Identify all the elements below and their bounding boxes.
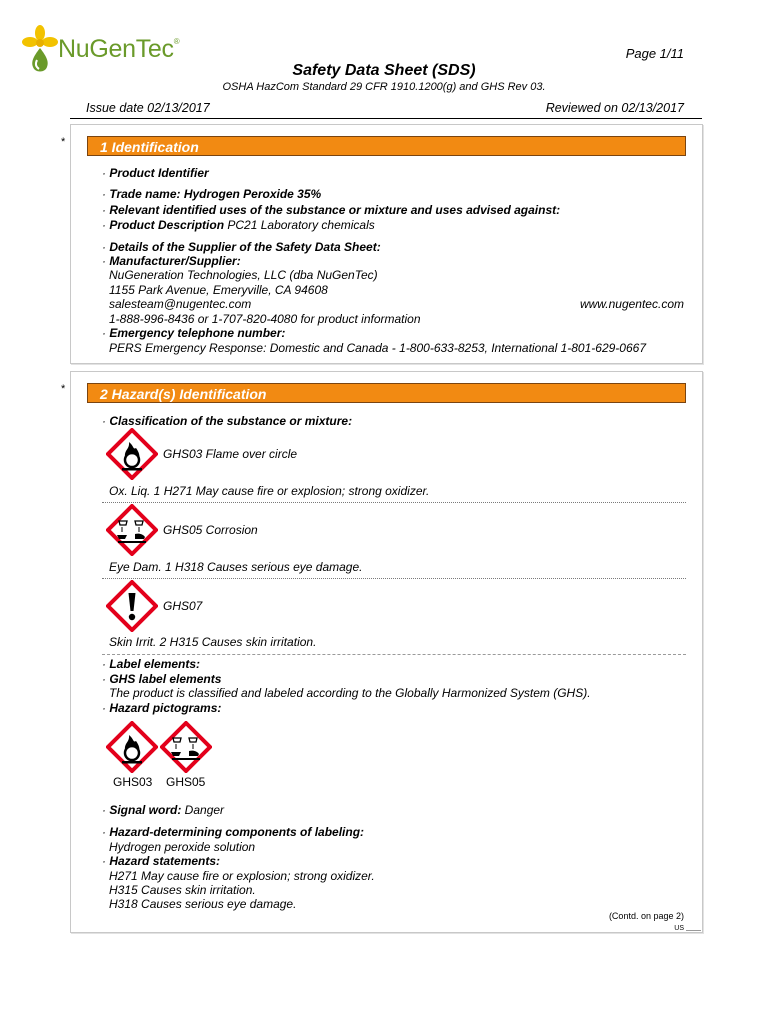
hazard-statement-line: H315 Causes skin irritation.: [109, 883, 256, 897]
hazard-statement: Skin Irrit. 2 H315 Causes skin irritation.: [109, 635, 317, 649]
corrosion-icon: [106, 504, 158, 556]
manufacturer-label: · Manufacturer/Supplier:: [102, 254, 241, 268]
section-heading: 1 Identification: [87, 136, 686, 156]
hazard-caption: GHS05 Corrosion: [163, 523, 258, 537]
flame-over-circle-icon: [106, 428, 158, 480]
document-subtitle: OSHA HazCom Standard 29 CFR 1910.1200(g) and GHS Rev 03.: [222, 81, 546, 93]
hazard-statements-label: · Hazard statements:: [102, 854, 221, 868]
signal-word: · Signal word: Danger: [102, 803, 225, 817]
emergency-label: · Emergency telephone number:: [102, 326, 286, 340]
header-rule: [70, 118, 702, 119]
hazard-statement-line: H271 May cause fire or explosion; strong oxidizer.: [109, 869, 375, 883]
hazard-statement: Ox. Liq. 1 H271 May cause fire or explosion; strong oxidizer.: [109, 484, 430, 498]
exclamation-mark-icon: [106, 580, 158, 632]
company-address: 1155 Park Avenue, Emeryville, CA 94608: [109, 283, 328, 297]
section-heading: 2 Hazard(s) Identification: [87, 383, 686, 403]
trade-name: · Trade name: Hydrogen Peroxide 35%: [102, 187, 322, 201]
emergency-value: PERS Emergency Response: Domestic and Canada - 1-800-633-8253, International 1-801-629-0667: [109, 341, 646, 355]
region-rule: [686, 930, 701, 931]
flame-over-circle-icon: [106, 721, 158, 773]
brand-name: NuGenTec: [58, 35, 174, 63]
revision-marker: *: [61, 383, 66, 395]
label-elements: · Label elements:: [102, 657, 201, 671]
reviewed-date: Reviewed on 02/13/2017: [545, 101, 684, 115]
hazard-statement: Eye Dam. 1 H318 Causes serious eye damage.: [109, 560, 363, 574]
classification-label: · Classification of the substance or mixture:: [102, 414, 353, 428]
pictogram-code: GHS05: [166, 775, 206, 789]
hazard-pictograms-label: · Hazard pictograms:: [102, 701, 222, 715]
divider: [102, 578, 686, 579]
region-code: US: [674, 925, 684, 932]
divider: [102, 654, 686, 655]
continued-note: (Contd. on page 2): [608, 911, 684, 921]
email-link[interactable]: salesteam@nugentec.com: [109, 297, 252, 311]
hazard-components-label: · Hazard-determining components of labeling:: [102, 825, 365, 839]
revision-marker: *: [61, 136, 66, 148]
pictogram-code: GHS03: [113, 775, 153, 789]
hazard-caption: GHS07: [163, 599, 203, 613]
page-number: Page 1/11: [625, 46, 684, 61]
corrosion-icon: [160, 721, 212, 773]
details-supplier: · Details of the Supplier of the Safety Data Sheet:: [102, 240, 381, 254]
divider: [102, 502, 686, 503]
company-name: NuGeneration Technologies, LLC (dba NuGenTec): [109, 268, 378, 282]
hazard-statement-line: H318 Causes serious eye damage.: [109, 897, 297, 911]
product-description: · Product Description PC21 Laboratory chemicals: [102, 218, 375, 232]
product-identifier: · Product Identifier: [102, 166, 209, 180]
phone-numbers: 1-888-996-8436 or 1-707-820-4080 for product information: [109, 312, 421, 326]
ghs-classification-text: The product is classified and labeled according to the Globally Harmonized System (GHS).: [109, 686, 591, 700]
ghs-label-elements: · GHS label elements: [102, 672, 222, 686]
website-link[interactable]: www.nugentec.com: [579, 297, 684, 311]
document-title: Safety Data Sheet (SDS): [292, 62, 476, 79]
issue-date: Issue date 02/13/2017: [86, 101, 210, 115]
hazard-component: Hydrogen peroxide solution: [109, 840, 256, 854]
hazard-caption: GHS03 Flame over circle: [163, 447, 298, 461]
registered-mark: ®: [173, 37, 180, 46]
relevant-uses: · Relevant identified uses of the substance or mixture and uses advised against:: [102, 203, 561, 217]
